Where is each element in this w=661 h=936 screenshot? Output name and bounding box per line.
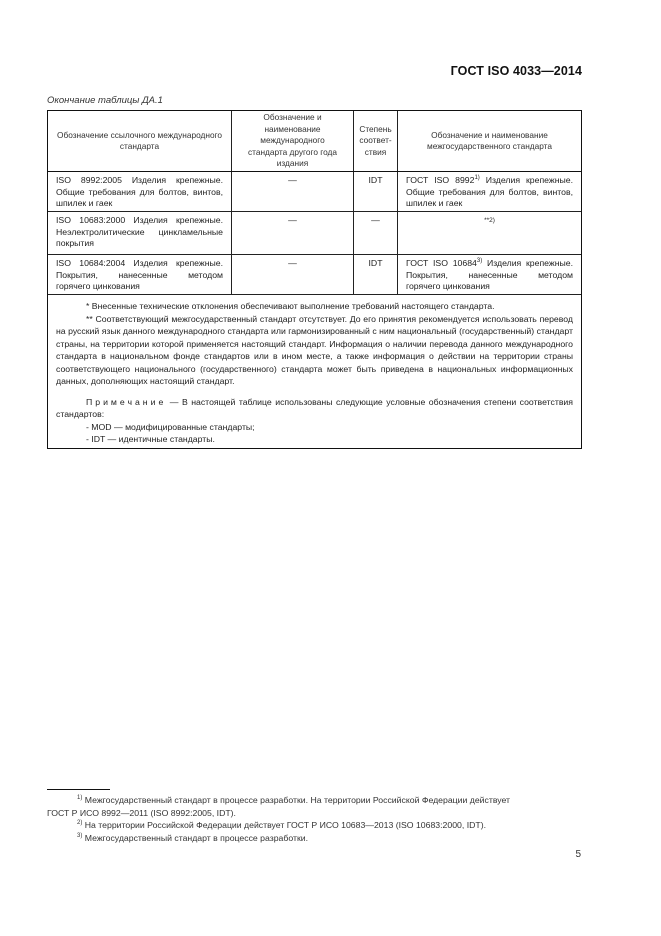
cell-degree: IDT bbox=[354, 172, 398, 211]
col-header-reference-standard: Обозначение ссылочного международного стандарта bbox=[48, 111, 232, 171]
footnote-mark: 1) bbox=[77, 795, 83, 802]
footnote-ref: 1) bbox=[474, 175, 480, 182]
footnote-2 bbox=[47, 819, 582, 832]
footnote-text: Межгосударственный стандарт в процессе разработки. На территории Российской Федерации действует bbox=[82, 795, 511, 805]
footnote-3 bbox=[47, 832, 582, 845]
footnote-text: На территории Российской Федерации действует ГОСТ Р ИСО 10683—2013 (ISO 10683:2000, IDT). bbox=[82, 820, 486, 830]
correspondence-table bbox=[47, 110, 582, 449]
legend-item-mod: - MOD — модифицированные стандарты; bbox=[86, 421, 255, 432]
legend-item-idt: - IDT — идентичные стандарты. bbox=[86, 434, 215, 444]
table-notes bbox=[48, 294, 581, 448]
cell-other-year-standard: — bbox=[232, 255, 354, 294]
page-number: 5 bbox=[575, 849, 581, 860]
col-header-other-year-standard: Обозначение и наименование международного стандарта другого года издания bbox=[232, 111, 354, 171]
interstate-title: Изделия крепежные. Общие требования для болтов, винтов, шпилек и гаек bbox=[406, 175, 573, 208]
cell-interstate-standard bbox=[398, 255, 581, 294]
footnote-1-continuation: ГОСТ Р ИСО 8992—2011 (ISO 8992:2005, IDT). bbox=[47, 807, 236, 818]
cell-reference-standard: ISO 10683:2000 Изделия крепежные. Неэлектролитические цинкламельные покрытия bbox=[48, 212, 232, 254]
cell-other-year-standard: — bbox=[232, 172, 354, 211]
table-row bbox=[48, 211, 581, 254]
cell-reference-standard: ISO 8992:2005 Изделия крепежные. Общие требования для болтов, винтов, шпилек и гаек bbox=[48, 172, 232, 211]
note-double-star: ** Соответствующий межгосударственный стандарт отсутствует. До его принятия рекомендуется использовать перевод на русский язык данного международного стандарта или гармонизированный с ним национальный (государственный) стандарт страны, на территории которой применяется настоящий стандарт. Информация о наличии перевода данного международного стандарта в национальном фонде стандартов или в ином месте, а также информация о действии на территории страны соответствующего национального (государственного) стандарта может быть приведена в национальных информационных данных, дополняющих настоящий стандарт. bbox=[56, 313, 573, 386]
table-header-row bbox=[48, 111, 581, 172]
col-header-interstate-standard: Обозначение и наименование межгосударственного стандарта bbox=[426, 129, 552, 151]
cell-other-year-standard: — bbox=[232, 212, 354, 254]
footnotes bbox=[47, 794, 582, 844]
table-row bbox=[48, 254, 581, 294]
document-standard-id: ГОСТ ISO 4033—2014 bbox=[450, 64, 582, 78]
cell-reference-standard: ISO 10684:2004 Изделия крепежные. Покрытия, нанесенные методом горячего цинкования bbox=[48, 255, 232, 294]
footnote-mark: 3) bbox=[77, 832, 83, 839]
table-caption: Окончание таблицы ДА.1 bbox=[47, 95, 163, 106]
interstate-title: Изделия крепежные. Покрытия, нанесенные методом горячего цинкования bbox=[406, 258, 574, 291]
table-row bbox=[48, 172, 581, 211]
footnote-ref: 3) bbox=[476, 258, 483, 265]
cell-interstate-standard bbox=[398, 172, 581, 211]
interstate-code: ГОСТ ISO 10684 bbox=[406, 258, 477, 268]
interstate-code: ГОСТ ISO 8992 bbox=[406, 175, 475, 185]
footnote-divider bbox=[47, 789, 110, 790]
footnote-mark: 2) bbox=[77, 820, 83, 827]
interstate-code: **2) bbox=[484, 217, 495, 224]
cell-degree: IDT bbox=[354, 255, 398, 294]
note-single-star: * Внесенные технические отклонения обеспечивают выполнение требований настоящего стандарта. bbox=[86, 301, 495, 311]
footnote-1 bbox=[47, 794, 582, 807]
cell-degree: — bbox=[354, 212, 398, 254]
primechanie-text: — В настоящей таблице использованы следующие условные обозначения степени соответствия стандартов: bbox=[56, 396, 573, 419]
col-header-degree: Степень соответ-ствия bbox=[354, 111, 398, 171]
cell-interstate-standard bbox=[398, 212, 581, 254]
primechanie-label: Примечание bbox=[86, 396, 167, 407]
note-primechanie bbox=[56, 396, 573, 421]
footnote-text: Межгосударственный стандарт в процессе разработки. bbox=[82, 832, 309, 843]
